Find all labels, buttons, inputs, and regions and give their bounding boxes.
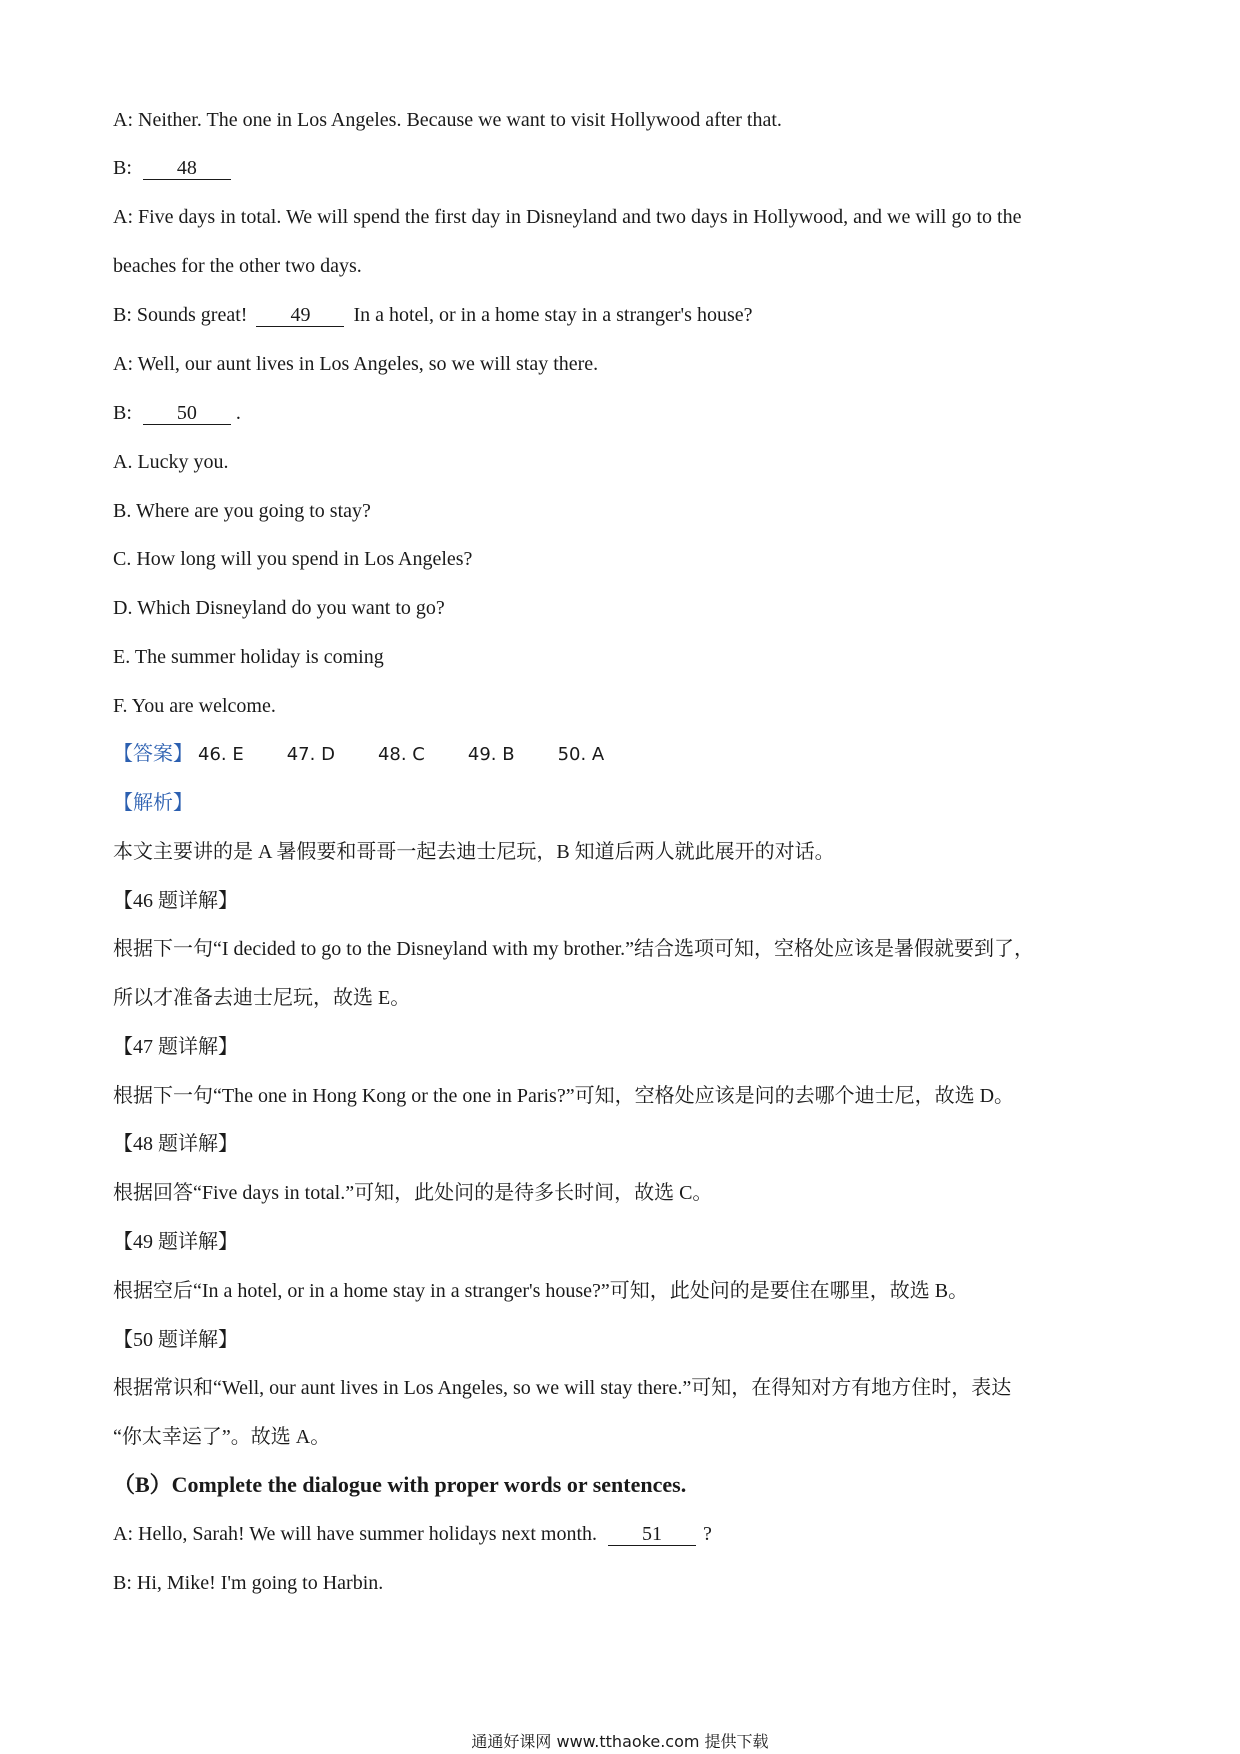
detail-label-46: 【46 题详解】 bbox=[113, 890, 238, 912]
dialogue-text: . bbox=[235, 402, 241, 424]
answer-item: 50. A bbox=[557, 744, 605, 765]
answer-blank-50: 50 bbox=[143, 402, 231, 425]
dialogue-line bbox=[113, 1520, 712, 1548]
answer-item: 48. C bbox=[377, 744, 425, 765]
dialogue-text: A: Hello, Sarah! We will have summer holidays next month. bbox=[113, 1523, 598, 1545]
detail-label-47: 【47 题详解】 bbox=[113, 1036, 238, 1058]
answer-blank-48: 48 bbox=[143, 157, 231, 180]
dialogue-line: B: Hi, Mike! I'm going to Harbin. bbox=[113, 1572, 384, 1594]
option-e: E. The summer holiday is coming bbox=[113, 646, 384, 668]
detail-text-50-cont: “你太幸运了”。故选 A。 bbox=[113, 1426, 331, 1448]
dialogue-text: B: Sounds great! bbox=[113, 304, 248, 326]
dialogue-line bbox=[113, 154, 231, 182]
dialogue-line: beaches for the other two days. bbox=[113, 255, 362, 277]
dialogue-line bbox=[113, 399, 241, 427]
answer-item: 49. B bbox=[467, 744, 515, 765]
detail-label-50: 【50 题详解】 bbox=[113, 1329, 238, 1351]
option-f: F. You are welcome. bbox=[113, 695, 276, 717]
detail-text-49: 根据空后“In a hotel, or in a home stay in a stranger's house?”可知，此处问的是要住在哪里，故选 B。 bbox=[113, 1280, 969, 1302]
dialogue-line: A: Neither. The one in Los Angeles. Because we want to visit Hollywood after that. bbox=[113, 109, 782, 131]
dialogue-text: ? bbox=[703, 1523, 712, 1545]
page-footer: 通通好课网 www.tthaoke.com 提供下载 bbox=[471, 1732, 769, 1751]
answer-label: 【答案】 bbox=[113, 743, 193, 765]
speaker-prefix: B: bbox=[113, 157, 132, 179]
answer-item: 46. E bbox=[198, 744, 244, 765]
answer-key bbox=[113, 740, 642, 769]
option-c: C. How long will you spend in Los Angeles? bbox=[113, 548, 473, 570]
speaker-prefix: B: bbox=[113, 402, 132, 424]
detail-text-47: 根据下一句“The one in Hong Kong or the one in Paris?”可知，空格处应该是问的去哪个迪士尼，故选 D。 bbox=[113, 1085, 1015, 1107]
detail-label-48: 【48 题详解】 bbox=[113, 1133, 238, 1155]
option-a: A. Lucky you. bbox=[113, 451, 229, 473]
section-b-heading: （B）Complete the dialogue with proper words or sentences. bbox=[113, 1472, 687, 1497]
answer-blank-51: 51 bbox=[608, 1523, 696, 1546]
detail-text-48: 根据回答“Five days in total.”可知，此处问的是待多长时间，故选 C。 bbox=[113, 1182, 713, 1204]
option-b: B. Where are you going to stay? bbox=[113, 500, 371, 522]
analysis-summary: 本文主要讲的是 A 暑假要和哥哥一起去迪士尼玩，B 知道后两人就此展开的对话。 bbox=[113, 841, 835, 863]
detail-label-49: 【49 题详解】 bbox=[113, 1231, 238, 1253]
detail-text-46-cont: 所以才准备去迪士尼玩，故选 E。 bbox=[113, 987, 411, 1009]
answer-blank-49: 49 bbox=[256, 304, 344, 327]
option-d: D. Which Disneyland do you want to go? bbox=[113, 597, 445, 619]
dialogue-line bbox=[113, 301, 752, 329]
answer-item: 47. D bbox=[286, 744, 335, 765]
detail-text-46: 根据下一句“I decided to go to the Disneyland with my brother.”结合选项可知，空格处应该是暑假就要到了， bbox=[113, 938, 1035, 960]
detail-text-50: 根据常识和“Well, our aunt lives in Los Angeles, so we will stay there.”可知，在得知对方有地方住时，表达 bbox=[113, 1377, 1012, 1399]
analysis-label: 【解析】 bbox=[113, 792, 193, 814]
dialogue-line: A: Well, our aunt lives in Los Angeles, so we will stay there. bbox=[113, 353, 599, 375]
dialogue-text: In a hotel, or in a home stay in a stranger's house? bbox=[353, 304, 753, 326]
dialogue-line: A: Five days in total. We will spend the first day in Disneyland and two days in Hollywood, and we will go to the bbox=[113, 206, 1022, 228]
